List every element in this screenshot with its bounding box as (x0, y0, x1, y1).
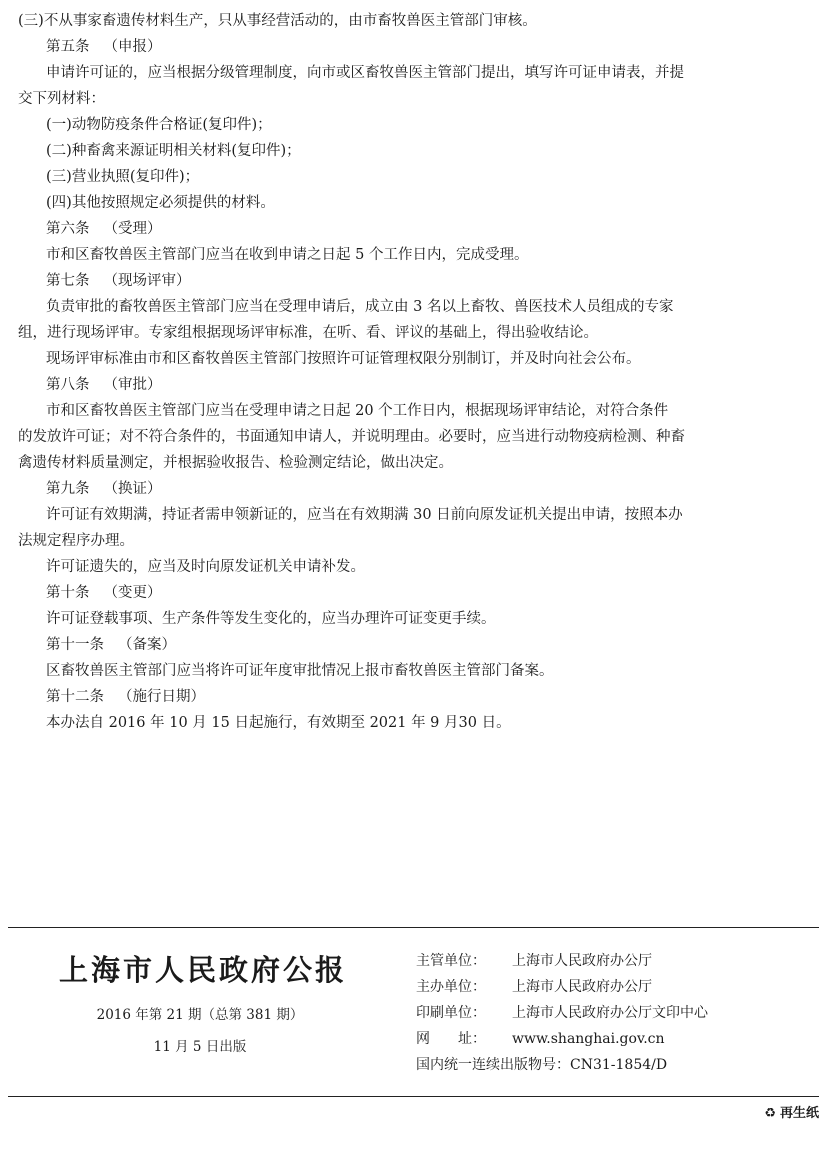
issue-number: 2016 年第 21 期（总第 381 期） (96, 1007, 304, 1023)
colophon-label: 主管单位： (416, 953, 486, 969)
paragraph-line: 禽遗传材料质量测定，并根据验收报告、检验测定结论，做出决定。 (18, 455, 453, 471)
recycle-icon: ♻ (764, 1106, 776, 1121)
colophon-value: 上海市人民政府办公厅 (512, 953, 652, 969)
colophon-row-website (416, 1026, 816, 1052)
colophon-label: 印刷单位： (416, 1005, 486, 1021)
article-topic: （施行日期） (118, 689, 205, 705)
colophon-value: 上海市人民政府办公厅文印中心 (512, 1005, 708, 1021)
colophon-label: 网 址： (416, 1031, 486, 1047)
article-topic: （变更） (103, 585, 162, 601)
paragraph-first-line: 许可证遗失的，应当及时向原发证机关申请补发。 (46, 559, 365, 575)
recycled-paper-mark (764, 1102, 819, 1121)
article-topic: （申报） (103, 39, 162, 55)
article-number: 第九条 (46, 481, 90, 497)
paragraph-line: 交下列材料： (18, 91, 105, 107)
article-number: 第七条 (46, 273, 90, 289)
paragraph-line: 法规定程序办理。 (18, 533, 134, 549)
paragraph-first-line: (二)种畜禽来源证明相关材料(复印件)； (46, 143, 301, 159)
paragraph-first-line: 本办法自 2016 年 10 月 15 日起施行，有效期至 2021 年 9 月30 日。 (46, 715, 511, 731)
footer-rule-top (8, 927, 819, 928)
publication-date: 11 月 5 日出版 (153, 1039, 247, 1055)
paragraph-first-line: (一)动物防疫条件合格证(复印件)； (46, 117, 272, 133)
colophon-label: 主办单位： (416, 979, 486, 995)
article-heading (18, 632, 818, 658)
article-topic: （换证） (103, 481, 162, 497)
article-heading (18, 580, 818, 606)
paragraph-line: 组，进行现场评审。专家组根据现场评审标准，在听、看、评议的基础上，得出验收结论。 (18, 325, 598, 341)
footer-rule-bottom (8, 1096, 819, 1097)
article-topic: （受理） (103, 221, 162, 237)
article-heading (18, 216, 818, 242)
paragraph-line: (三)不从事家畜遗传材料生产，只从事经营活动的，由市畜牧兽医主管部门审核。 (18, 13, 537, 29)
journal-title: 上海市人民政府公报 (58, 953, 347, 987)
colophon-label: 国内统一连续出版物号： (416, 1057, 570, 1073)
colophon-value: 上海市人民政府办公厅 (512, 979, 652, 995)
recycled-paper-label: 再生纸 (779, 1106, 819, 1121)
article-topic: （现场评审） (103, 273, 191, 289)
paragraph-first-line: 申请许可证的，应当根据分级管理制度，向市或区畜牧兽医主管部门提出，填写许可证申请表，并提 (46, 65, 684, 81)
article-number: 第十二条 (46, 689, 104, 705)
article-heading (18, 476, 818, 502)
masthead (0, 948, 400, 1055)
paragraph-first-line: 现场评审标准由市和区畜牧兽医主管部门按照许可证管理权限分别制订，并及时向社会公布。 (46, 351, 641, 367)
colophon-row-serial-number (416, 1052, 816, 1078)
article-heading (18, 34, 818, 60)
article-heading (18, 268, 818, 294)
paragraph-first-line: 区畜牧兽医主管部门应当将许可证年度审批情况上报市畜牧兽医主管部门备案。 (46, 663, 554, 679)
colophon-value: CN31-1854/D (570, 1057, 668, 1073)
article-topic: （备案） (118, 637, 176, 653)
article-number: 第十条 (46, 585, 90, 601)
document-body (18, 8, 818, 736)
paragraph-line: 的发放许可证；对不符合条件的，书面通知申请人，并说明理由。必要时，应当进行动物疫病检测、种畜 (18, 429, 685, 445)
paragraph-first-line: 许可证登载事项、生产条件等发生变化的，应当办理许可证变更手续。 (46, 611, 496, 627)
paragraph-first-line: 负责审批的畜牧兽医主管部门应当在受理申请后，成立由 3 名以上畜牧、兽医技术人员组成的专家 (46, 299, 674, 315)
article-heading (18, 684, 818, 710)
colophon-row-printer (416, 1000, 816, 1026)
colophon-row-supervisor (416, 948, 816, 974)
article-heading (18, 372, 818, 398)
article-number: 第五条 (46, 39, 90, 55)
paragraph-first-line: (三)营业执照(复印件)； (46, 169, 200, 185)
paragraph-first-line: 市和区畜牧兽医主管部门应当在收到申请之日起 5 个工作日内，完成受理。 (46, 247, 529, 263)
paragraph-first-line: (四)其他按照规定必须提供的材料。 (46, 195, 275, 211)
article-number: 第十一条 (46, 637, 104, 653)
article-topic: （审批） (103, 377, 162, 393)
article-number: 第八条 (46, 377, 90, 393)
article-number: 第六条 (46, 221, 90, 237)
colophon-row-sponsor (416, 974, 816, 1000)
colophon-value: www.shanghai.gov.cn (512, 1031, 665, 1047)
paragraph-first-line: 许可证有效期满，持证者需申领新证的，应当在有效期满 30 日前向原发证机关提出申请，按照本办 (46, 507, 683, 523)
paragraph-first-line: 市和区畜牧兽医主管部门应当在受理申请之日起 20 个工作日内，根据现场评审结论，对符合条件 (46, 403, 669, 419)
colophon (416, 948, 816, 1078)
